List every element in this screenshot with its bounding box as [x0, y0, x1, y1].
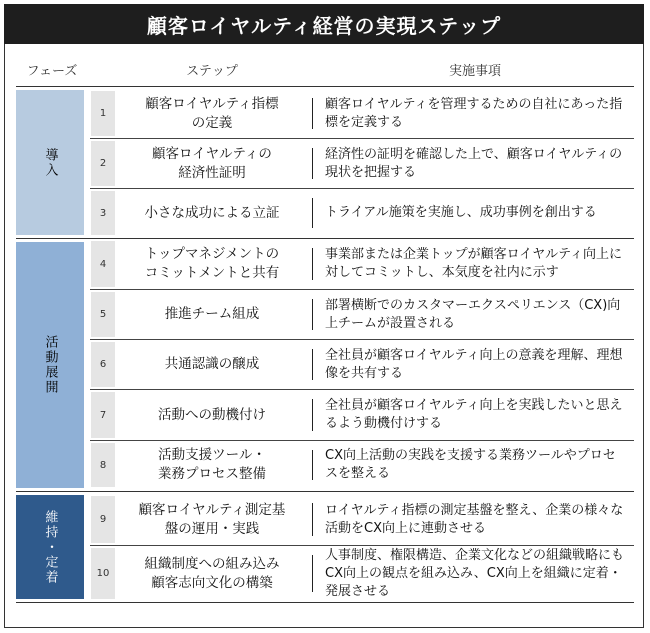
action-text	[325, 190, 625, 236]
action-text-content: ロイヤルティ指標の測定基盤を整え、企業の様々な活動をCX向上に連動させる	[325, 502, 624, 536]
action-text	[325, 341, 625, 388]
table-bottom-line	[16, 602, 634, 603]
step-number: 8	[91, 443, 115, 487]
group-divider	[16, 238, 634, 239]
row-divider	[90, 339, 634, 340]
column-separator	[312, 299, 313, 330]
step-number: 4	[91, 241, 115, 287]
phase-sustain	[16, 495, 84, 599]
column-separator	[312, 248, 313, 280]
action-text-content: 全社員が顧客ロイヤルティ向上を実践したいと思えるよう動機付けする	[325, 398, 623, 431]
step-name-text: 顧客ロイヤルティ測定基 盤の運用・実践	[138, 501, 286, 537]
row-divider	[90, 188, 634, 189]
row-divider	[90, 389, 634, 390]
header-step: ステップ	[186, 63, 238, 79]
phase-sustain-label: 維持・定着	[42, 509, 58, 585]
action-text	[325, 291, 625, 338]
step-number: 9	[91, 496, 115, 543]
action-text-content: 顧客ロイヤルティを管理するための自社にあった指標を定義する	[325, 96, 623, 130]
step-name	[117, 547, 307, 600]
action-text-content: 事業部または企業トップが顧客ロイヤルティ向上に対してコミットし、本気度を社内に示す	[325, 247, 623, 280]
step-number: 2	[91, 141, 115, 186]
step-name-text: 活動への動機付け	[158, 406, 266, 423]
step-name-text: 活動支援ツール・ 業務プロセス整備	[158, 447, 266, 482]
column-separator	[312, 98, 313, 129]
step-name-text: 共通認識の醸成	[164, 356, 260, 372]
action-text	[325, 442, 625, 488]
row-divider	[90, 138, 634, 139]
header-divider	[16, 86, 634, 87]
step-number: 7	[91, 392, 115, 438]
action-text	[325, 90, 625, 137]
step-name	[117, 240, 307, 288]
action-text-content: CX向上活動の実践を支援する業務ツールやプロセスを整える	[325, 448, 616, 481]
action-text-content: トライアル施策を実施し、成功事例を創出する	[325, 205, 597, 220]
row-divider	[90, 289, 634, 290]
header-action: 実施事項	[448, 63, 501, 79]
step-name-text: 推進チーム組成	[164, 306, 260, 322]
step-number: 1	[91, 91, 115, 136]
action-text-content: 人事制度、権限構造、企業文化などの組織戦略にもCX向上の観点を組み込み、CX向上を組織に定着・発展させる	[325, 547, 625, 599]
action-text	[325, 547, 625, 600]
column-separator	[312, 450, 313, 480]
group-divider	[16, 491, 634, 492]
step-name	[117, 140, 307, 187]
column-separator	[312, 198, 313, 228]
page-title: 顧客ロイヤルティ経営の実現ステップ	[4, 4, 644, 44]
column-separator	[312, 349, 313, 380]
step-name-text: トップマネジメントの コミットメントと共有	[144, 246, 280, 281]
step-number: 5	[91, 292, 115, 337]
action-text	[325, 495, 625, 544]
step-number: 3	[91, 191, 115, 235]
step-name	[117, 442, 307, 488]
step-name	[117, 190, 307, 236]
action-text	[325, 240, 625, 288]
step-name	[117, 391, 307, 439]
column-separator	[312, 399, 313, 431]
action-text	[325, 140, 625, 187]
action-text-content: 全社員が顧客ロイヤルティ向上の意義を理解、理想像を共有する	[325, 347, 623, 381]
step-name	[117, 291, 307, 338]
step-name	[117, 90, 307, 137]
column-separator	[312, 555, 313, 592]
action-text	[325, 391, 625, 439]
header-phase: フェーズ	[26, 63, 78, 79]
phase-deployment	[16, 242, 84, 488]
phase-intro	[16, 90, 84, 235]
phase-intro-label: 導入	[42, 147, 58, 178]
column-separator	[312, 148, 313, 179]
column-separator	[312, 503, 313, 536]
step-name	[117, 495, 307, 544]
step-name-text: 小さな成功による立証	[144, 204, 280, 221]
step-name	[117, 341, 307, 388]
step-number: 10	[91, 548, 115, 599]
action-text-content: 部署横断でのカスタマーエクスペリエンス（CX)向上チームが設置される	[325, 297, 621, 331]
row-divider	[90, 440, 634, 441]
step-name-text: 顧客ロイヤルティ指標 の定義	[145, 95, 279, 131]
step-name-text: 顧客ロイヤルティの 経済性証明	[152, 145, 272, 181]
step-number: 6	[91, 342, 115, 387]
phase-deployment-label: 活動展開	[42, 335, 58, 395]
action-text-content: 経済性の証明を確認した上で、顧客ロイヤルティの現状を把握する	[325, 146, 623, 180]
step-name-text: 組織制度への組み込み 顧客志向文化の構築	[144, 555, 280, 591]
